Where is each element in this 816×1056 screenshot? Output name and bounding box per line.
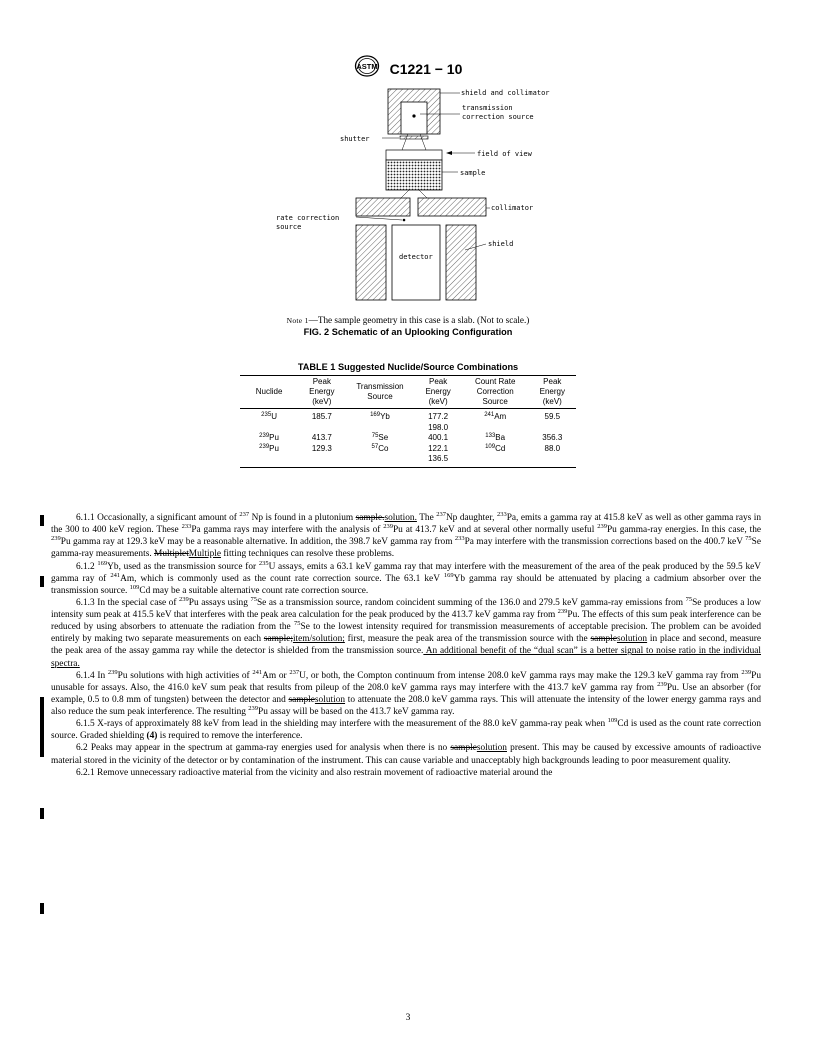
table-cell [462, 423, 529, 434]
astm-logo [354, 55, 380, 82]
table-cell [298, 454, 345, 467]
label-detector: detector [399, 253, 433, 261]
table-cell [529, 423, 576, 434]
table-cell [240, 423, 298, 434]
paragraph-6-1-2: 6.1.2 $^{169}$Yb, used as the transmission source for $^{235}$U assays, emits a 63.1 keV gamma ray that may interfere with the measurement of the area of the peak produced by the 59.5 keV gamma ray of $^{241}$Am, which is commonly used as the count rate correction source. The 63.1 keV $^{169}$Yb gamma ray should be attenuated by placing a cadmium absorber over the transmission source. $^{109}$Cd may be a suitable alternative count rate correction source. [51, 559, 762, 596]
figure-caption: FIG. 2 Schematic of an Uplooking Configuration [303, 327, 513, 337]
table-cell: 400.1 [428, 433, 449, 442]
col-header: Peak Energy (keV) [298, 376, 345, 409]
table-cell: $^{133}$Ba [485, 433, 506, 442]
paragraph-6-2: 6.2 Peaks may appear in the spectrum at gamma-ray energies used for analysis when there is no samplesolution present. This may be caused by excessive amounts of radioactive material stored in the vicinity of the detector or by contamination of the instrument. This can cause variable and unacceptably high backgrounds leading to poor measurement quality. [51, 743, 762, 766]
svg-text:ASTM: ASTM [355, 62, 378, 71]
label-field-of-view: field of view [477, 150, 532, 158]
table-cell: 177.2 [428, 412, 449, 421]
change-bar [40, 903, 44, 914]
detector-box [392, 225, 440, 300]
table-cell [346, 423, 415, 434]
page-header [0, 55, 816, 82]
table-cell: $^{57}$Co [371, 443, 389, 453]
paragraph-6-1-1: 6.1.1 Occasionally, a significant amount of $^{237}$ Np is found in a plutonium sample.solution. The $^{237}$Np daughter, $^{233}$Pa, emits a gamma ray at 415.8 keV as well as other gamma rays in the 300 to 400 keV region. These $^{233}$Pa gamma rays may interfere with the analysis of $^{239}$Pu at 413.7 keV and at several other normally useful $^{239}$Pu gamma-ray energies. In this case, the $^{239}$Pu gamma ray at 129.3 keV may be a reasonable alternative. In addition, the 398.7 keV gamma ray from $^{233}$Pa may interfere with the transmission corrections based on the 400.7 keV $^{75}$Se gamma-ray measurements. MultipletMultiple fitting techniques can resolve these problems. [51, 511, 762, 560]
table-row [240, 454, 576, 467]
paragraph-6-2-1: 6.2.1 Remove unnecessary radioactive material from the vicinity and also restrain movement of radioactive material around the [76, 767, 553, 778]
table-cell [240, 454, 298, 467]
table-row [240, 423, 576, 434]
label-shield-collimator: shield and collimator [461, 89, 550, 97]
table-cell: $^{241}$Am [484, 412, 507, 421]
table-cell [346, 454, 415, 467]
label-shield: shield [488, 240, 514, 248]
table-cell: 129.3 [311, 443, 332, 453]
change-bar [40, 808, 44, 819]
col-header: Nuclide [240, 376, 298, 409]
label-sample: sample [460, 169, 486, 177]
table-cell [529, 454, 576, 467]
label-shutter: shutter [340, 135, 370, 143]
paragraph-6-1-5: 6.1.5 X-rays of approximately 88 keV from lead in the shielding may interfere with the measurement of the 88.0 keV gamma-ray peak when $^{109}$Cd is used as the count rate correction source. Graded shielding (4) is required to remove the interference. [51, 717, 762, 742]
rate-source-dot [403, 219, 406, 222]
shield-collimator-block [388, 89, 440, 134]
table-title: TABLE 1 Suggested Nuclide/Source Combinations [297, 362, 519, 372]
table-cell: 136.5 [414, 454, 461, 467]
table-cell: $^{239}$Pu [259, 433, 279, 442]
table-cell: 198.0 [428, 422, 449, 432]
table-cell: 185.7 [311, 412, 332, 421]
label-transmission-2: correction source [462, 113, 534, 121]
table-cell: 88.0 [544, 443, 561, 453]
shutter [400, 136, 428, 139]
table-cell: $^{239}$Pu [259, 443, 279, 453]
change-bar [40, 697, 44, 757]
figure-note: Note 1—The sample geometry in this case is a slab. (Not to scale.) [286, 315, 530, 325]
paragraph-6-1-4: 6.1.4 In $^{239}$Pu solutions with high activities of $^{241}$Am or $^{237}$U, or both, the Compton continuum from intense 208.0 keV gamma rays may make the 129.3 keV gamma ray from $^{239}$Pu unusable for assays. Also, the 416.0 keV sum peak that results from pileup of the 208.0 keV gamma rays may interfere with the 413.7 keV gamma ray from $^{239}$Pu. Use an absorber (for example, 0.5 to 0.8 mm of tungsten) between the detector and samplesolution to attenuate the 208.0 keV gamma rays. This will attenuate the intensity of the lower energy gamma rays and also reduce the sum peak interference. The resulting $^{239}$Pu assay will be based on the 413.7 keV gamma ray. [51, 668, 762, 717]
label-rate-correction-1: rate correction [276, 214, 340, 222]
table-cell: 356.3 [542, 433, 563, 442]
table-row [240, 433, 576, 444]
label-collimator: collimator [491, 204, 534, 212]
col-header: Peak Energy (keV) [414, 376, 461, 409]
body-text [51, 512, 761, 779]
paragraph-6-1-3: 6.1.3 In the special case of $^{239}$Pu assays using $^{75}$Se as a transmission source, random coincident summing of the 136.0 and 279.5 keV gamma-ray emissions from $^{75}$Se produces a low intensity sum peak at 415.5 keV that interferes with the peak area calculation for the peak produced by the 413.7 keV gamma ray from $^{239}$Pu. The effects of this sum peak interference can be reduced by using absorbers to attenuate the radiation from the $^{75}$Se to the lowest intensity required for transmission measurements of acceptable precision. The problem can be avoided entirely by making two separate measurements on each sample;item/solution; first, measure the peak area of the transmission source with the samplesolution in place and second, measure the peak area of the assay gamma ray while the detector is shielded from the transmission source. An additional benefit of the “dual scan” is a better signal to noise ratio in the individual spectra. [51, 595, 762, 669]
table-cell: $^{235}$U [261, 412, 277, 421]
change-bar [40, 515, 44, 526]
table-row [240, 444, 576, 455]
table-cell: $^{169}$Yb [370, 412, 390, 421]
col-header: Count Rate Correction Source [462, 376, 529, 409]
collimator-right [418, 198, 486, 216]
table-cell: 122.1 [428, 443, 449, 453]
table-cell: 59.5 [544, 412, 561, 421]
table-cell: $^{109}$Cd [485, 443, 506, 453]
page-number: 3 [405, 1013, 411, 1023]
table-cell [298, 423, 345, 434]
change-bar [40, 576, 44, 587]
shield-right [446, 225, 476, 300]
nuclide-source-table [240, 375, 576, 468]
label-transmission-1: transmission [462, 104, 513, 112]
sample-box [386, 160, 442, 190]
table-row [240, 409, 576, 423]
transmission-source-dot [412, 114, 415, 117]
col-header: Peak Energy (keV) [529, 376, 576, 409]
label-rate-correction-2: source [276, 223, 302, 231]
collimator-left [356, 198, 410, 216]
shield-left [356, 225, 386, 300]
col-header: Transmission Source [346, 376, 415, 409]
document-designation: C1221 − 10 [389, 60, 463, 77]
table-cell [462, 454, 529, 467]
table-cell: 413.7 [311, 433, 332, 442]
table-cell: $^{75}$Se [371, 433, 389, 442]
figure-2-schematic [270, 80, 560, 315]
